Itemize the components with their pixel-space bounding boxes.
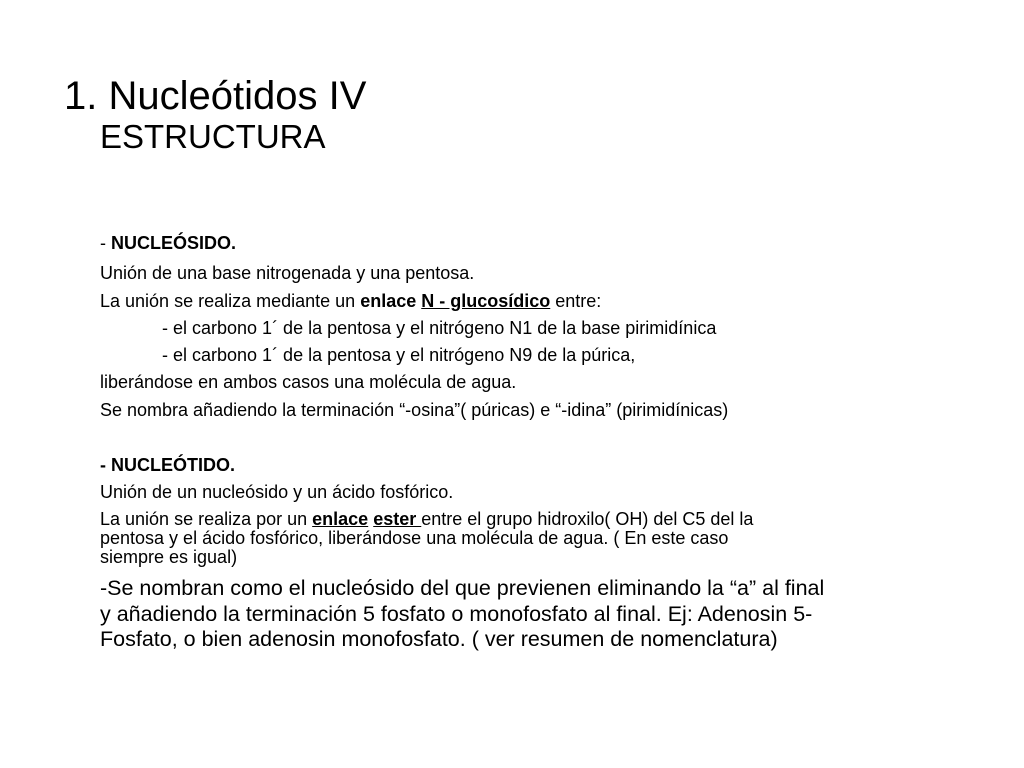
nucleosido-line-4: - el carbono 1´ de la pentosa y el nitrógeno N9 de la púrica, (162, 345, 636, 365)
nucleotido-line-3: pentosa y el ácido fosfórico, liberándose una molécula de agua. ( En este caso (100, 528, 729, 548)
nucleotido-line-5: -Se nombran como el nucleósido del que previenen eliminando la “a” al final (100, 576, 825, 600)
nucleosido-heading-prefix: - (100, 233, 111, 253)
nucleotido-line-1: Unión de un nucleósido y un ácido fosfórico. (100, 482, 454, 502)
nucleosido-line-2 (100, 290, 601, 312)
nucleosido-line-2-pre: La unión se realiza mediante un (100, 291, 361, 311)
nucleotido-ester-term: ester (373, 509, 422, 529)
nucleotido-line-2-post: entre el grupo hidroxilo( OH) del C5 del la (421, 509, 754, 529)
nucleotido-line-6: y añadiendo la terminación 5 fosfato o monofosfato al final. Ej: Adenosin 5- (100, 602, 813, 626)
nucleosido-line-2-post: entre: (550, 291, 602, 311)
nucleosido-heading (100, 232, 236, 254)
nucleotido-heading (100, 454, 235, 476)
nucleotido-line-2-pre: La unión se realiza por un (100, 509, 313, 529)
nucleosido-heading-text: NUCLEÓSIDO. (111, 233, 237, 253)
nucleosido-enlace-term: enlace (360, 291, 417, 311)
nucleotido-heading-text: - NUCLEÓTIDO. (100, 455, 235, 475)
nucleosido-line-3: - el carbono 1´ de la pentosa y el nitrógeno N1 de la base pirimidínica (162, 318, 717, 338)
slide-title: 1. Nucleótidos IV (64, 74, 367, 118)
slide-subtitle: ESTRUCTURA (100, 118, 326, 155)
nucleosido-line-5: liberándose en ambos casos una molécula de agua. (100, 372, 517, 392)
nucleosido-glucosidico-term: N - glucosídico (421, 291, 551, 311)
nucleotido-line-4: siempre es igual) (100, 547, 238, 567)
nucleotido-enlace-term: enlace (312, 509, 369, 529)
nucleosido-line-6: Se nombra añadiendo la terminación “-osina”( púricas) e “-idina” (pirimidínicas) (100, 400, 729, 420)
nucleosido-line-1: Unión de una base nitrogenada y una pentosa. (100, 263, 475, 283)
nucleotido-line-7: Fosfato, o bien adenosin monofosfato. ( ver resumen de nomenclatura) (100, 627, 778, 651)
